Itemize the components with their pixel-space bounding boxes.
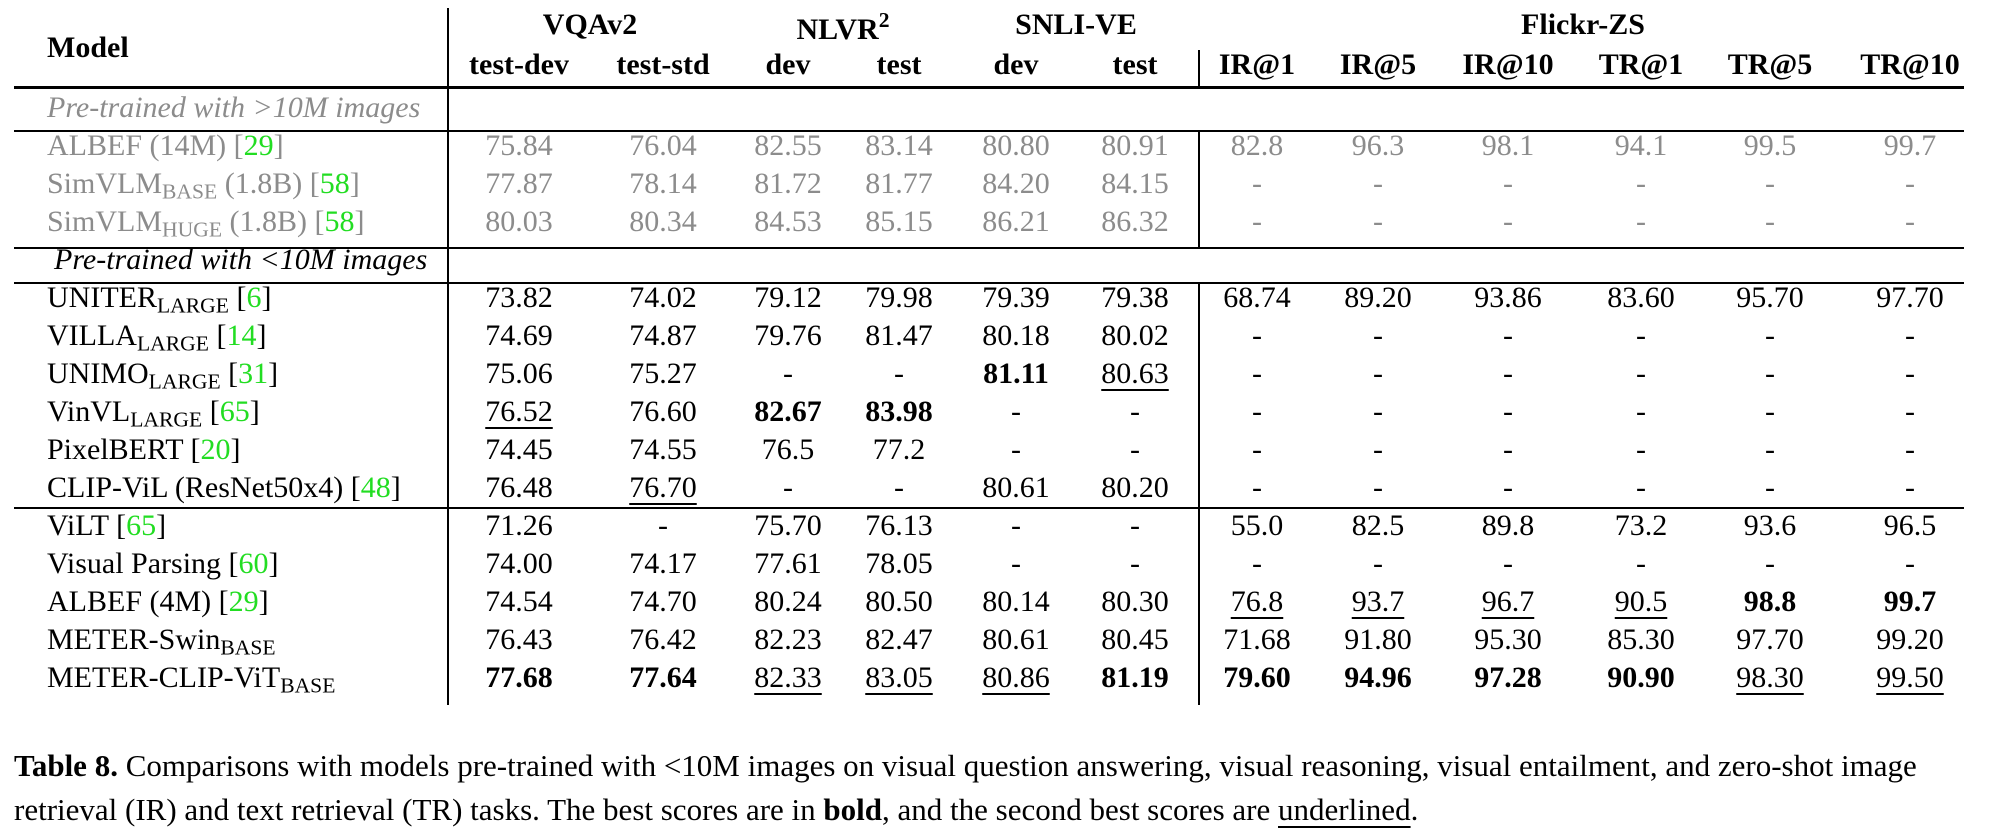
value-cell: 95.70 [1736, 281, 1804, 314]
value-cell: 83.60 [1607, 281, 1675, 314]
value-cell: - [1373, 205, 1383, 238]
value-cell: 99.50 [1876, 661, 1944, 694]
value-cell: - [1905, 547, 1915, 580]
value-cell: 80.14 [982, 585, 1050, 618]
flickr-column-rule [1198, 131, 1200, 249]
model-size-subscript: HUGE [162, 217, 223, 242]
table-caption [14, 744, 2004, 832]
value-cell: 96.7 [1481, 585, 1535, 618]
model-name: ALBEF (4M) [29] [47, 585, 269, 618]
value-cell: 74.54 [485, 585, 553, 618]
group-header: NLVR$^2$ [796, 8, 890, 46]
value-cell: - [1636, 167, 1646, 200]
column-header: TR@5 [1727, 48, 1813, 81]
model-name: METER-Swin$_{BASE}$ [47, 623, 276, 660]
model-name: METER-CLIP-ViT$_{BASE}$ [47, 661, 336, 698]
value-cell: - [1252, 547, 1262, 580]
value-cell: 75.06 [485, 357, 553, 390]
value-cell: - [1252, 471, 1262, 504]
value-cell: 82.23 [754, 623, 822, 656]
flickr-column-rule [1198, 283, 1200, 705]
model-name: $VILLA_{LARGE}$ [14] [47, 319, 267, 356]
value-cell: 80.45 [1101, 623, 1169, 656]
value-cell: 82.67 [754, 395, 822, 428]
model-size-subscript: BASE [220, 635, 276, 660]
value-cell: - [1905, 357, 1915, 390]
section-title: Pre-trained with >10M images [47, 91, 421, 124]
value-cell: 74.45 [485, 433, 553, 466]
value-cell: 76.13 [865, 509, 933, 542]
value-cell: - [1011, 433, 1021, 466]
model-name: SimVLM$_{HUGE}$ (1.8B) [58] [47, 205, 365, 242]
column-header: IR@1 [1218, 48, 1296, 81]
value-cell: 77.68 [485, 661, 553, 694]
value-cell: - [1373, 395, 1383, 428]
caption-bold-word: bold [823, 792, 883, 827]
model-size-subscript: LARGE [130, 407, 203, 432]
flickr-column-rule [1198, 50, 1200, 86]
value-cell: - [1905, 395, 1915, 428]
value-cell: 76.70 [629, 471, 697, 504]
value-cell: 80.80 [982, 129, 1050, 162]
value-cell: - [1503, 433, 1513, 466]
value-cell: - [1765, 395, 1775, 428]
value-cell: 79.12 [754, 281, 822, 314]
value-cell: 99.20 [1876, 623, 1944, 656]
model-header: Model [47, 31, 129, 64]
citation-link[interactable]: 65 [126, 509, 157, 542]
value-cell: 80.02 [1101, 319, 1169, 352]
value-cell: 96.5 [1883, 509, 1937, 542]
value-cell: 81.77 [865, 167, 933, 200]
value-cell: - [1130, 433, 1140, 466]
value-cell: 76.5 [761, 433, 815, 466]
value-cell: - [1905, 471, 1915, 504]
value-cell: - [1765, 357, 1775, 390]
value-cell: - [1765, 547, 1775, 580]
value-cell: 83.05 [865, 661, 933, 694]
value-cell: - [1252, 167, 1262, 200]
model-size-subscript: BASE [162, 179, 218, 204]
value-cell: 80.61 [982, 471, 1050, 504]
value-cell: - [1130, 395, 1140, 428]
value-cell: 79.76 [754, 319, 822, 352]
group-header: Flickr-ZS [1521, 8, 1645, 41]
value-cell: 80.86 [982, 661, 1050, 694]
value-cell: - [658, 509, 668, 542]
value-cell: - [1011, 547, 1021, 580]
group-rule [14, 507, 1964, 509]
value-cell: 93.7 [1351, 585, 1405, 618]
value-cell: 76.42 [629, 623, 697, 656]
value-cell: 98.30 [1736, 661, 1804, 694]
value-cell: - [1905, 319, 1915, 352]
citation-link[interactable]: 58 [319, 167, 350, 200]
model-size-subscript: LARGE [148, 369, 221, 394]
value-cell: 80.91 [1101, 129, 1169, 162]
value-cell: 84.20 [982, 167, 1050, 200]
value-cell: - [1130, 509, 1140, 542]
model-column-rule [447, 8, 449, 705]
value-cell: 77.64 [629, 661, 697, 694]
value-cell: - [1373, 319, 1383, 352]
value-cell: 77.61 [754, 547, 822, 580]
value-cell: 80.50 [865, 585, 933, 618]
value-cell: - [783, 471, 793, 504]
value-cell: 86.21 [982, 205, 1050, 238]
value-cell: - [1373, 433, 1383, 466]
model-name: $UNITER_{LARGE}$ [6] [47, 281, 272, 318]
column-header: test-std [616, 48, 710, 81]
value-cell: 83.98 [865, 395, 933, 428]
value-cell: 81.72 [754, 167, 822, 200]
value-cell: 80.03 [485, 205, 553, 238]
value-cell: - [1373, 357, 1383, 390]
caption-text-3: . [1410, 792, 1419, 827]
value-cell: 89.8 [1481, 509, 1535, 542]
column-header: dev [993, 48, 1039, 81]
value-cell: - [1503, 547, 1513, 580]
value-cell: 98.1 [1481, 129, 1535, 162]
value-cell: 78.05 [865, 547, 933, 580]
value-cell: - [1636, 395, 1646, 428]
value-cell: 86.32 [1101, 205, 1169, 238]
value-cell: 79.60 [1223, 661, 1291, 694]
value-cell: 84.53 [754, 205, 822, 238]
value-cell: - [783, 357, 793, 390]
value-cell: 80.30 [1101, 585, 1169, 618]
value-cell: - [1373, 471, 1383, 504]
value-cell: - [1765, 205, 1775, 238]
citation-link[interactable]: 65 [219, 395, 250, 428]
value-cell: 79.98 [865, 281, 933, 314]
value-cell: 96.3 [1351, 129, 1405, 162]
value-cell: 91.80 [1344, 623, 1412, 656]
column-header: test [1112, 48, 1158, 81]
value-cell: - [1011, 395, 1021, 428]
citation-link[interactable]: 31 [238, 357, 269, 390]
value-cell: 75.70 [754, 509, 822, 542]
citation-link[interactable]: 48 [360, 471, 391, 504]
value-cell: 74.00 [485, 547, 553, 580]
value-cell: 78.14 [629, 167, 697, 200]
model-name: PixelBERT [20] [47, 433, 241, 466]
model-name: ALBEF (14M) [29] [47, 129, 284, 162]
model-name: $UNIMO_{LARGE}$ [31] [47, 357, 279, 394]
value-cell: - [894, 357, 904, 390]
value-cell: 97.70 [1876, 281, 1944, 314]
value-cell: - [1636, 319, 1646, 352]
value-cell: - [1765, 167, 1775, 200]
value-cell: 90.5 [1614, 585, 1668, 618]
value-cell: 80.18 [982, 319, 1050, 352]
value-cell: 80.61 [982, 623, 1050, 656]
value-cell: - [1373, 167, 1383, 200]
citation-link[interactable]: 58 [324, 205, 355, 238]
value-cell: 80.20 [1101, 471, 1169, 504]
column-header: TR@10 [1860, 48, 1960, 81]
header-rule [14, 86, 1964, 89]
value-cell: - [1503, 167, 1513, 200]
value-cell: 81.11 [983, 357, 1049, 390]
value-cell: - [1636, 471, 1646, 504]
value-cell: - [1765, 319, 1775, 352]
value-cell: 73.2 [1614, 509, 1668, 542]
model-size-subscript: LARGE [156, 293, 229, 318]
model-name: ViLT [65] [47, 509, 167, 542]
value-cell: 84.15 [1101, 167, 1169, 200]
model-name: VinVL$_{LARGE}$ [65] [47, 395, 260, 432]
value-cell: 81.47 [865, 319, 933, 352]
value-cell: 55.0 [1230, 509, 1284, 542]
column-header: IR@10 [1462, 48, 1554, 81]
value-cell: 99.5 [1743, 129, 1797, 162]
model-size-subscript: LARGE [136, 331, 209, 356]
value-cell: - [1905, 205, 1915, 238]
citation-link[interactable]: 60 [238, 547, 269, 580]
value-cell: 77.2 [872, 433, 926, 466]
value-cell: 97.70 [1736, 623, 1804, 656]
value-cell: - [1636, 357, 1646, 390]
value-cell: - [1252, 433, 1262, 466]
group-header-superscript: 2 [878, 8, 890, 32]
value-cell: 98.8 [1743, 585, 1797, 618]
value-cell: 85.30 [1607, 623, 1675, 656]
column-header: test [876, 48, 922, 81]
value-cell: 83.14 [865, 129, 933, 162]
column-header: test-dev [469, 48, 569, 81]
value-cell: 76.52 [485, 395, 553, 428]
citation-link[interactable]: 6 [246, 281, 262, 314]
value-cell: - [1765, 433, 1775, 466]
column-header: IR@5 [1339, 48, 1417, 81]
value-cell: - [1252, 395, 1262, 428]
value-cell: - [1252, 205, 1262, 238]
value-cell: 76.60 [629, 395, 697, 428]
value-cell: 75.27 [629, 357, 697, 390]
caption-text-2: , and the second best scores are [882, 792, 1278, 827]
caption-text-1: Comparisons with models pre-trained with <10M images on visual question answering, visual reasoning, visual entailment, and zero-shot image retrieval (IR) and text retrieval (TR) tasks. The best scores are in [14, 748, 1917, 827]
value-cell: - [1636, 433, 1646, 466]
value-cell: 76.43 [485, 623, 553, 656]
value-cell: 82.55 [754, 129, 822, 162]
value-cell: 93.6 [1743, 509, 1797, 542]
group-header: VQAv2 [542, 8, 638, 41]
value-cell: 74.87 [629, 319, 697, 352]
value-cell: - [894, 471, 904, 504]
value-cell: 81.19 [1101, 661, 1169, 694]
citation-link[interactable]: 29 [243, 129, 274, 162]
value-cell: - [1503, 357, 1513, 390]
value-cell: - [1373, 547, 1383, 580]
citation-link[interactable]: 14 [226, 319, 257, 352]
value-cell: 97.28 [1474, 661, 1542, 694]
value-cell: 82.5 [1351, 509, 1405, 542]
value-cell: - [1252, 319, 1262, 352]
value-cell: 82.33 [754, 661, 822, 694]
value-cell: 79.38 [1101, 281, 1169, 314]
value-cell: 75.84 [485, 129, 553, 162]
column-header: dev [765, 48, 811, 81]
value-cell: 99.7 [1883, 129, 1937, 162]
value-cell: - [1130, 547, 1140, 580]
value-cell: 71.26 [485, 509, 553, 542]
value-cell: 76.04 [629, 129, 697, 162]
caption-underlined-word: underlined [1278, 792, 1411, 827]
value-cell: 79.39 [982, 281, 1050, 314]
value-cell: 74.69 [485, 319, 553, 352]
value-cell: 82.8 [1230, 129, 1284, 162]
value-cell: 93.86 [1474, 281, 1542, 314]
value-cell: 74.55 [629, 433, 697, 466]
value-cell: - [1503, 319, 1513, 352]
caption-label: Table 8. [14, 748, 118, 783]
model-name: SimVLM$_{BASE}$ (1.8B) [58] [47, 167, 360, 204]
value-cell: 85.15 [865, 205, 933, 238]
value-cell: - [1252, 357, 1262, 390]
value-cell: 80.24 [754, 585, 822, 618]
value-cell: 76.8 [1230, 585, 1284, 618]
value-cell: 76.48 [485, 471, 553, 504]
value-cell: 74.17 [629, 547, 697, 580]
model-name: Visual Parsing [60] [47, 547, 279, 580]
value-cell: - [1503, 471, 1513, 504]
value-cell: 74.02 [629, 281, 697, 314]
citation-link[interactable]: 29 [228, 585, 259, 618]
value-cell: 89.20 [1344, 281, 1412, 314]
column-header: TR@1 [1598, 48, 1684, 81]
value-cell: - [1503, 205, 1513, 238]
value-cell: 68.74 [1223, 281, 1291, 314]
value-cell: - [1905, 167, 1915, 200]
value-cell: 74.70 [629, 585, 697, 618]
value-cell: - [1636, 547, 1646, 580]
value-cell: 90.90 [1607, 661, 1675, 694]
value-cell: 82.47 [865, 623, 933, 656]
value-cell: 80.63 [1101, 357, 1169, 390]
value-cell: - [1905, 433, 1915, 466]
value-cell: 94.96 [1344, 661, 1412, 694]
value-cell: 77.87 [485, 167, 553, 200]
citation-link[interactable]: 20 [200, 433, 231, 466]
value-cell: 99.7 [1883, 585, 1937, 618]
model-size-subscript: BASE [280, 673, 336, 698]
value-cell: 94.1 [1614, 129, 1668, 162]
section-title: Pre-trained with <10M images [54, 243, 428, 276]
value-cell: - [1636, 205, 1646, 238]
value-cell: - [1765, 471, 1775, 504]
value-cell: - [1503, 395, 1513, 428]
value-cell: 95.30 [1474, 623, 1542, 656]
model-name: CLIP-ViL (ResNet50x4) [48] [47, 471, 401, 504]
value-cell: 73.82 [485, 281, 553, 314]
value-cell: 80.34 [629, 205, 697, 238]
group-header: SNLI-VE [1015, 8, 1137, 41]
value-cell: - [1011, 509, 1021, 542]
value-cell: 71.68 [1223, 623, 1291, 656]
